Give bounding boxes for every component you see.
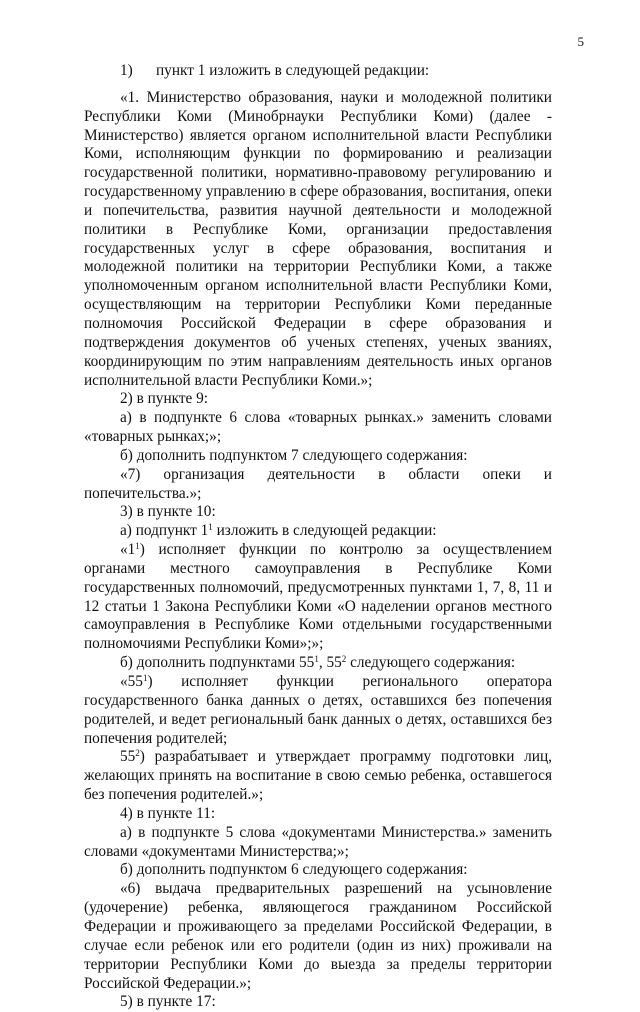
paragraph-item-3a-text — [84, 541, 552, 654]
paragraph-item-2a — [84, 409, 552, 447]
paragraph-text: ) разрабатывает и утверждает программу подготовки лиц, желающих принять на воспитание в свою семью ребенка, оставшегося без попечения родителей.»; — [84, 748, 552, 804]
paragraph-text: «55 — [120, 673, 143, 690]
paragraph-text: 55 — [120, 748, 136, 766]
paragraph-item-1-text — [84, 89, 552, 391]
superscript: 2 — [135, 748, 140, 759]
paragraph-item-3b-55-1 — [84, 673, 552, 748]
paragraph-item-4 — [84, 805, 552, 824]
paragraph-item-3b-55-2 — [84, 748, 552, 805]
paragraph-text: следующего содержания: — [346, 654, 516, 672]
paragraph-item-5 — [84, 993, 552, 1012]
paragraph-text: , 55 — [318, 654, 342, 672]
superscript: 1 — [142, 673, 148, 683]
paragraph-text: «1 — [120, 541, 136, 559]
paragraph-text: ) исполняет функции по контролю за осуществлением органами местного самоуправления в Республике Коми государственных полномочий, предусмотренных пунктами 1, 7, 8, 11 и 12 статьи 1 Закона Республики Коми «О наделении органов местного самоуправления в Республике Коми отдельными государственными полномочиями Республики Коми»;»; — [84, 541, 552, 653]
paragraph-text: а) подпункт 1 — [120, 522, 209, 540]
page-number: 5 — [577, 34, 584, 49]
paragraph-item-2 — [84, 390, 552, 409]
paragraph-text: б) дополнить подпунктом 7 следующего содержания: — [120, 446, 468, 464]
paragraph-item-4b-text — [84, 880, 552, 993]
paragraph-item-3a — [84, 522, 552, 541]
paragraph-item-3b — [84, 654, 552, 673]
paragraph-item-1-heading — [84, 62, 552, 81]
paragraph-text: ) исполняет функции регионального оператора государственного банка данных о детях, оставшихся без попечения родителей, и ведет региональный банк данных о детях, оставшихся без попечения родителей; — [84, 673, 552, 747]
superscript: 2 — [341, 654, 347, 665]
paragraph-item-2b — [84, 447, 552, 466]
paragraph-text: «1. Министерство образования, науки и молодежной политики Республики Коми (Минобрнауки Республики Коми) (далее - Министерство) является органом исполнительной власти Республики Коми, исполняющим функции по формированию и реализации государственной политики, нормативно-правовому регулированию и государственному управлению в сфере образования, воспитания, опеки и попечительства, развития научной деятельности и молодежной политики в Республике Коми, организации предоставления государственных услуг в сфере образования, воспитания и молодежной политики на территории Республики Коми, а также уполномоченным органом исполнительной власти Республики Коми, осуществляющим на территории Республики Коми переданные полномочия Российской Федерации в сфере образования и подтверждения документов об ученых степенях, ученых званиях, координирующим по этим направлениям деятельность иных органов исполнительной власти Республики Коми.»; — [84, 88, 552, 389]
paragraph-text: 5) в пункте 17: — [120, 993, 216, 1011]
item-number: 1) — [120, 62, 133, 79]
paragraph-item-3 — [84, 503, 552, 522]
superscript: 1 — [208, 522, 213, 533]
paragraph-text: б) дополнить подпунктом 6 следующего содержания: — [120, 861, 468, 879]
paragraph-text: а) в подпункте 6 слова «товарных рынках.» заменить словами «товарных рынках;»; — [84, 409, 552, 446]
paragraph-item-4b — [84, 861, 552, 880]
superscript: 1 — [314, 654, 319, 665]
paragraph-text: 3) в пункте 10: — [120, 503, 216, 521]
paragraph-text: пункт 1 изложить в следующей редакции: — [156, 62, 430, 79]
paragraph-text: б) дополнить подпунктами 55 — [120, 654, 315, 672]
document-body — [84, 62, 552, 1012]
paragraph-item-2b-text — [84, 466, 552, 504]
paragraph-item-4a — [84, 824, 552, 862]
paragraph-text: 4) в пункте 11: — [120, 804, 216, 822]
paragraph-text: 2) в пункте 9: — [120, 390, 209, 408]
paragraph-text: а) в подпункте 5 слова «документами Министерства.» заменить словами «документами Министерства;»; — [84, 823, 552, 860]
paragraph-text: «7) организация деятельности в области опеки и попечительства.»; — [84, 465, 552, 502]
paragraph-text: изложить в следующей редакции: — [212, 522, 437, 540]
superscript: 1 — [135, 541, 140, 552]
paragraph-text: «6) выдача предварительных разрешений на усыновление (удочерение) ребенка, являющегося гражданином Российской Федерации и проживающего за пределами Российской Федерации, в случае если ребенок или его родители (один из них) проживали на территории Республики Коми до выезда за пределы территории Российской Федерации.»; — [84, 880, 552, 992]
